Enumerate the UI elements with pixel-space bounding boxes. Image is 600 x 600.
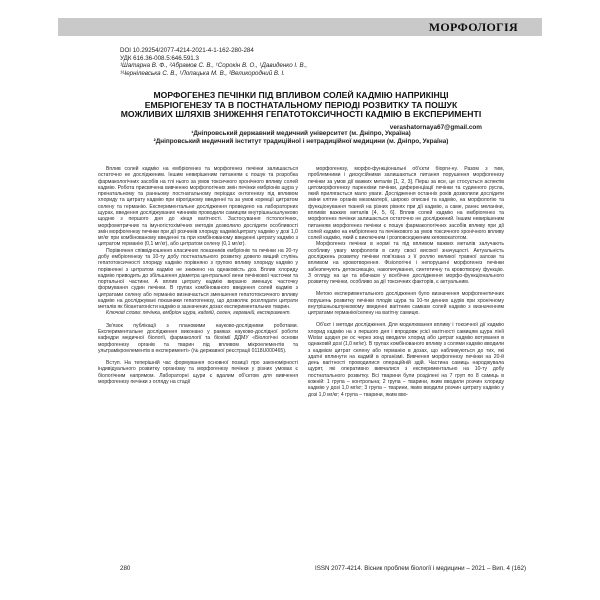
affiliations [120, 130, 482, 146]
affiliation-1: ¹Дніпровський державний медичний університет (м. Дніпро, Україна) [191, 130, 411, 137]
doi: DOI 10.29254/2077-4214-2021-4-1-162-280-284 [120, 47, 254, 54]
udc: УДК 616.36-008.5:646.591.3 [120, 54, 199, 62]
article-title: МОРФОГЕНЕЗ ПЕЧІНКИ ПІД ВПЛИВОМ СОЛЕЙ КАДМІЮ НАПРИКІНЦІ ЕМБРІОГЕНЕЗУ ТА В ПОСТНАТАЛЬНОМУ ПЕРІОДІ РОЗВИТКУ ТА ПОШУК МОЖЛИВИХ ШЛЯХІВ ЗНИЖЕННЯ ГЕПАТОТОКСИЧНОСТІ КАДМІЮ В ЕКСПЕРИМЕНТІ [120, 90, 482, 120]
section-header-band [58, 18, 542, 36]
page-number: 280 [120, 565, 131, 572]
journal-issn: ISSN 2077-4214. Вісник проблем біології і медицини – 2021 – Вип. 4 (162) [315, 565, 527, 572]
body-paragraph: морфогенезу, морфо-функціональні об'єкти біорги-ну. Разом з тим, проблемними і дискусійними залишаються питання порушення морфогенезу печінки за умов дії важких металів [1, 2, 3]. Перш за все, це стосується аспектів цитоморфогенезу паренхіми печінки, диференціації печінки та судинного русла, який прилягається мало уваги. Дослідження останніх років дозволили дослідити зміни клітин органів мезоматерії, широко описані та кадмію, на морфологію та функціонування тканей на різних рівнях при дії кадмію, а саме, раннє меланіни, впливів важких металів [4, 5, 6]. Вплив солей кадмію на ембріогенез та морфогенез печінки залишається остаточно не досліджений. Іншим невирішеним питанням морфогенез печінки є пошук фармакологічних засобів впливу при дії солей кадмію на ембріогенез та печінкового за умов токсичного хронічного впливу солей кадмію, який є виключним і розповсюдженим кеповокатотом. [308, 166, 504, 242]
body-paragraph: Морфогенез печінки в нормі та під впливом важких металів залучають особливу увагу морфологів в силу своєї високої значущості. Актуальність досліджень розвитку печінки пов'язана з її роллю великої травної залози та впливом на кровотворення. Фізіологічні і непорушені морфогенез печінки забезпечують детоксикацію, накопичування, синтетичну та кровотворну функцію. З огляду на це та вбачаєм у всебічне дослідження морфо-функціонального розвитку печінки, особливо за дії токсичних факторів, є актуальним. [308, 241, 504, 286]
author-email: verashatornaya67@gmail.com [389, 124, 482, 131]
body-paragraph: Об'єкт і методи дослідження. Для моделювання впливу і токсичної дії кадмію хлорид кадмію на з першого дня і впродовж усієї вагітності самицям щура лінії Wistar щодня ре ос через зонд вводили хлорид або цитрат кадмію вотування в однаковій дозі (1,0 мг/кг). В групах комбінованого впливу з солями кадмію вводили з кадмієм цитрат селену або германію в дозах, що наближуються до тих, які здатні вплинути на кадмій в організмі. Вивчення морфогенезу печінки на 20-й день вагітності проводилися операційній здій. Частина самиць народжувала щурят, які оперативно вивчалися з експериментально на 10-ту добу постнатального розвитку. Всі тварини були розділені на 7 груп по 8 самиць в кожній: 1 група – контрольна; 2 група – тварини, яким вводили розчин хлориду кадмію у дозі 1,0 мг/кг; 3 група – тварини, яким вводили розчин цитрату кадмію у дозі 1,0 мг/кг; 4 група – тварини, яким вво- [308, 322, 504, 398]
authors-line-2: ¹Чернілевська С. В., ¹Лопацька М. В., ²Великородний В. І. [120, 69, 285, 77]
affiliation-2: ²Дніпровський медичний інститут традиційної і нетрадиційної медицини (м. Дніпро, Україна) [153, 138, 449, 145]
abstract-paragraph: Порівняння співвідношення класичних показників ембріонів та печінки на 20-ту добу ембріогенезу та 10-ту добу постнатального розвитку довело вищий ступінь гепатотоксичності хлориду кадмію порівняно з групою впливу хлориду кадмію у порівнянні з цитратом кадмію не знижено на однаковість доз. Вплив хлориду кадмію приводить до збільшення діаметра центральної вени печінкової часточки та портальної частини. А вплив цитрату кадмію виразно зменшує часточку формування судин печінки. В групах комбінованого введення солей кадмію з цитратами селену або германію визначається зменшення гепатотоксичного впливу кадмію на досліджувані показники гепатогенезу, що дозволяє розглядати цитрати металів як біоантагоністи кадмію в зазначених дозах експериментальних тварин. [98, 247, 298, 311]
authors-line-1: ¹Шатарна В. Ф., ²Абрамов С. В., ¹Сорокін В. О., ¹Давиденко І. В., [120, 62, 308, 70]
left-column [98, 166, 298, 555]
body-paragraph: Вступ. На теперішній час формування основної позиції про закономірності індивідуального розвитку організму та морфогенезу печінки у різних умовах є біологічним напрямом. Лабораторні щури є вдалим об'єктом для вивчення морфогенезу печінки з огляду на стадії [98, 360, 298, 385]
body-paragraph: Метою експериментального дослідження було визначення морфогенетичних порушень розвитку печінки плодів щура та 10-ти денних щурів при хронічному внутрішньошлунковому введенні вагітним самкам солей кадмію з визначенням цитратами германію/селену на вагітну самицю. [308, 291, 504, 317]
right-column [308, 166, 504, 555]
section-title: МОРФОЛОГІЯ [428, 20, 518, 34]
abstract-paragraph: Вплив солей кадмію на ембріогенез та морфогенез печінки залишається остаточно не дослідженим. Іншим невирішеним питанням є пошук та розробка фармакологічних засобів на тлі нього за умов токсичного хронічного впливу солей кадмію. Робота присвячена вивченню морфологічних змін печінки ембріонів щура у пренатальному та ранньому постнатальному періодах онтогенезу під впливом хлориду та цитрату кадмію при вірогідному введенні та за умов корекції цитратом селену та германію. Експериментальне дослідження проведено на лабораторних щурах, введення досліджуваних чинників проводили самицям внутрішньошлунково щодню з першого дня до кінця вагітності. Застосування гістологічних, морфометричних та імуногістохімічних методів дозволило дослідити особливості змін морфогенезу печінки при дії розчинів хлориду кадмію/цитрату кадмію у дозі 1,0 мг/кг при комбінованому введенні та при комбінованому введенні цитрату кадмію з цитратом германію (0,1 мг/кг), або цитратом селену (0,1 мг/кг). [98, 166, 298, 248]
keywords: Ключові слова: печінка, ембріон щура, кадмій, селен, германій, експеримент. [106, 310, 291, 317]
body-paragraph: Зв'язок публікації з плановими науково-дослідними роботами. Експериментальне дослідження виконано у рамках науково-дослідної роботи кафедри медичної біології, фармакології та біохімії ДДМУ «Біологічні основи морфогенезу органів та тварин під впливом мікроелементів та ультрамікроелементів в експерименті» (№ державної реєстрації 0118U000465). [98, 322, 298, 354]
article-meta [120, 47, 520, 77]
